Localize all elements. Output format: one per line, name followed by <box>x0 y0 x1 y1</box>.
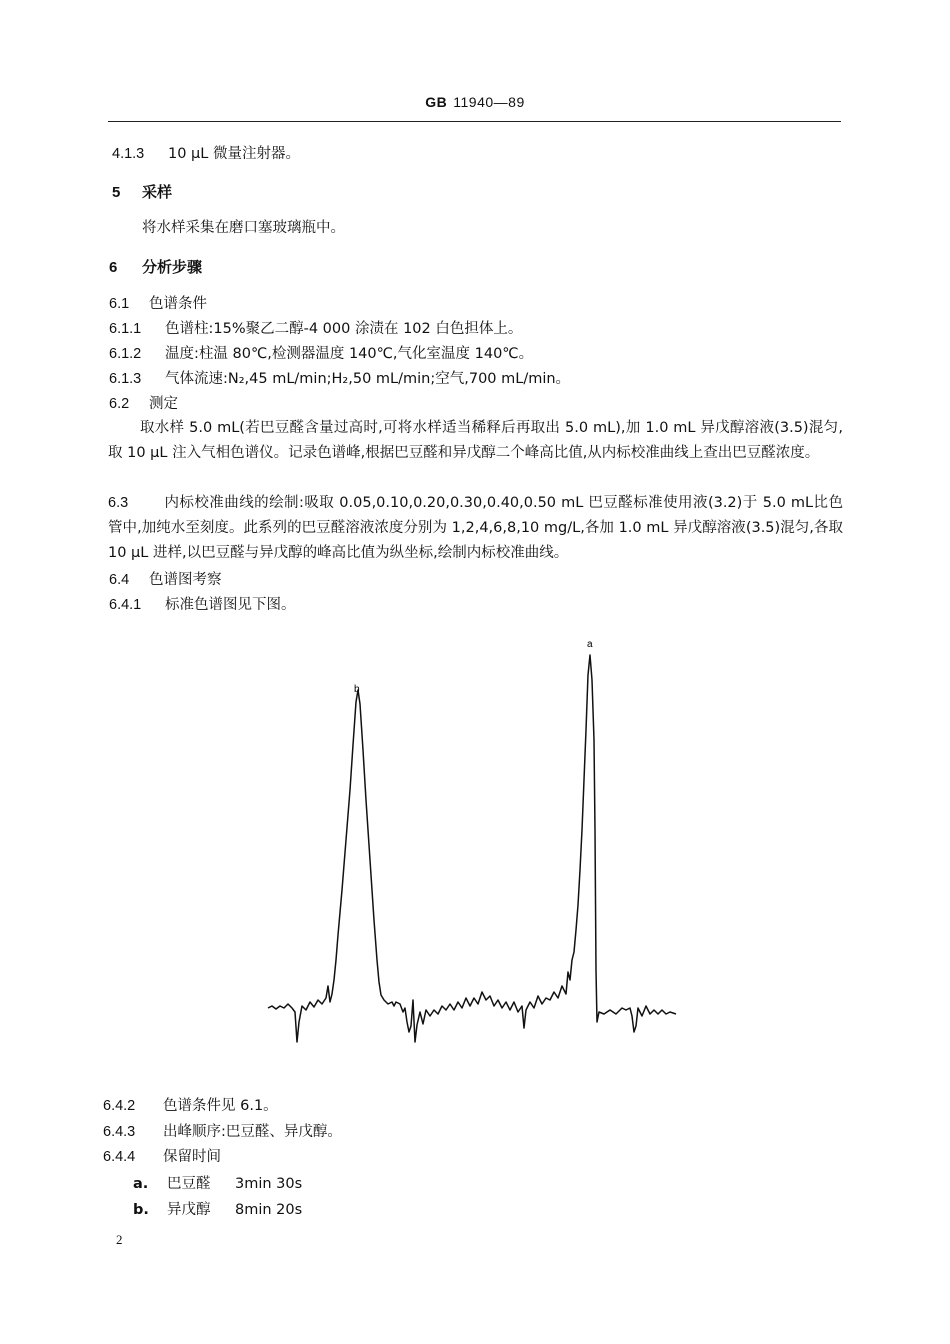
section-6-1-2: 6.1.2 温度:柱温 80℃,检测器温度 140℃,气化室温度 140℃。 <box>109 346 534 362</box>
section-6-4-4: 6.4.4 保留时间 <box>103 1149 221 1165</box>
retention-item-a: a. 巴豆醛 3min 30s <box>133 1176 303 1192</box>
section-6-3: 6.3 内标校准曲线的绘制:吸取 0.05,0.10,0.20,0.30,0.40,0.50 mL 巴豆醛标准使用液(3.2)于 5.0 mL比色管中,加纯水至刻度。此系列的巴豆醛溶液浓度分别为 1,2,4,6,8,10 mg/L,各加 1.0 mL 异戊醇溶液(3.5)混匀,各取 10 μL 进样,以巴豆醛与异戊醇的峰高比值为纵坐标,绘制内标校准曲线。 <box>108 495 843 561</box>
section-6-2: 6.2 测定 <box>109 396 178 412</box>
peak-label-b: b <box>354 684 360 695</box>
section-6-4-2: 6.4.2 色谱条件见 6.1。 <box>103 1098 278 1114</box>
section-4-1-3: 4.1.3 10 μL 微量注射器。 <box>112 146 300 162</box>
header-number: 11940—89 <box>453 94 525 110</box>
section-6-4: 6.4 色谱图考察 <box>109 572 222 588</box>
section-6-1: 6.1 色谱条件 <box>109 296 207 312</box>
chromatogram-trace <box>268 655 676 1042</box>
section-6-2-body: 取水样 5.0 mL(若巴豆醛含量过高时,可将水样适当稀释后再取出 5.0 mL),加 1.0 mL 异戊醇溶液(3.5)混匀,取 10 μL 注入气相色谱仪。记录色谱峰,根据巴豆醛和异戊醇二个峰高比值,从内标校准曲线上查出巴豆醛浓度。 <box>108 420 843 461</box>
section-6-4-1: 6.4.1 标准色谱图见下图。 <box>109 597 296 613</box>
chromatogram <box>260 630 690 1050</box>
page-number: 2 <box>116 1232 123 1247</box>
section-6-1-3: 6.1.3 气体流速:N₂,45 mL/min;H₂,50 mL/min;空气,700 mL/min。 <box>109 371 571 387</box>
section-5-heading: 5 采样 <box>112 183 173 201</box>
peak-label-a: a <box>587 639 593 650</box>
header-code: GB <box>425 94 448 110</box>
section-6-4-3: 6.4.3 出峰顺序:巴豆醛、异戊醇。 <box>103 1124 342 1140</box>
header-rule <box>108 121 841 122</box>
page-header <box>0 94 950 110</box>
retention-item-b: b. 异戊醇 8min 20s <box>133 1202 303 1218</box>
section-6-1-1: 6.1.1 色谱柱:15%聚乙二醇-4 000 涂渍在 102 白色担体上。 <box>109 321 523 337</box>
section-6-heading: 6 分析步骤 <box>109 258 203 276</box>
section-5-body: 将水样采集在磨口塞玻璃瓶中。 <box>142 220 345 236</box>
